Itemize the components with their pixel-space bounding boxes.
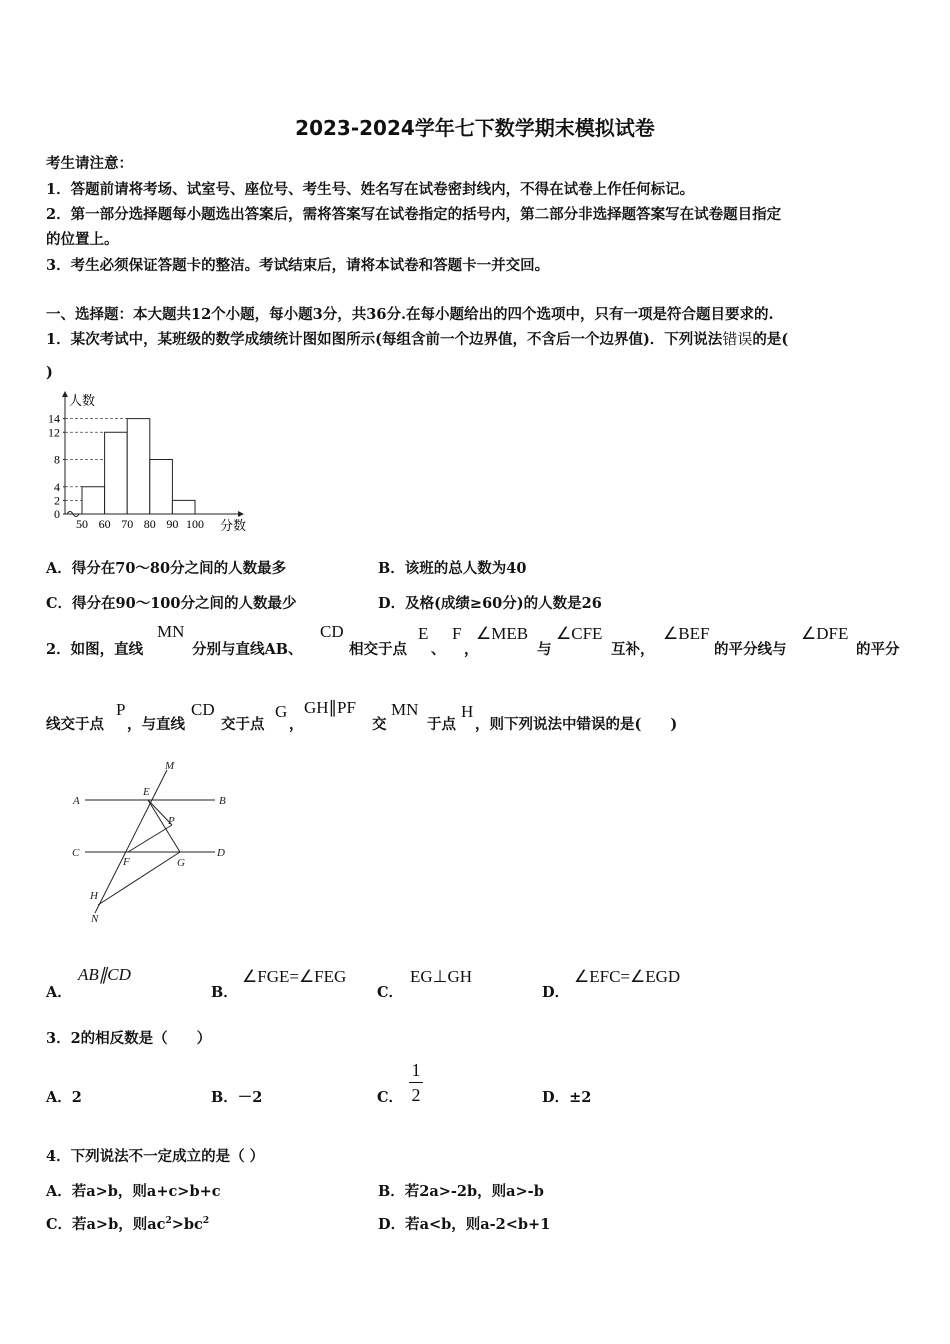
label-p: P [168,815,175,827]
q1-histogram [40,385,260,540]
q2-point-p: P [116,700,126,719]
label-g: G [177,857,185,869]
histogram-bar [82,487,105,514]
q2-option-a[interactable]: AB∥CD [78,965,131,984]
q4-option-c-pre: C．若a>b，则ac [46,1216,166,1233]
q2-angle-meb: ∠MEB [476,624,529,643]
histogram-bar [105,432,128,514]
q2-sep: 、 [431,641,446,658]
x-tick-label: 80 [143,517,156,531]
q4-option-c[interactable] [46,1213,209,1234]
q1-stem-text: 1．某次考试中，某班级的数学成绩统计图如图所示(每组含前一个边界值，不含后一个边界值)．下列说法 [46,331,723,348]
q2-part-2: 分别与直线AB、 [192,641,303,658]
label-b: B [219,795,226,807]
x-tick-label: 50 [76,517,88,531]
q2-point-f: F [452,624,462,643]
q1-option-c[interactable]: C．得分在90～100分之间的人数最少 [46,595,297,612]
x-tick-label: 60 [98,517,111,531]
q2-option-a-label[interactable]: A． [46,984,72,1001]
q1-stem-end: 的是( [752,331,789,348]
q3-option-c-fraction[interactable] [406,1060,426,1105]
label-f: F [123,856,130,868]
page-title: 2023-2024学年七下数学期末模拟试卷 [295,116,655,140]
x-tick-label: 90 [166,517,179,531]
line-mn [95,770,167,913]
q2-mn-2: MN [391,700,419,719]
q2-line2-a: 线交于点 [46,716,104,733]
label-m: M [165,760,175,772]
segment-gh [98,852,180,905]
q3-option-b[interactable]: B．－2 [211,1089,263,1106]
histogram-ylabel: 人数 [69,393,96,408]
y-axis-arrow [62,391,68,397]
q4-option-c-sup-1: 2 [165,1216,172,1227]
q1-stem-emphasis: 错误 [722,330,753,348]
q2-point-g: G [275,702,288,721]
q1-option-a[interactable]: A．得分在70～80分之间的人数最多 [46,560,287,577]
y-tick-label: 2 [54,493,60,508]
q2-option-b-label[interactable]: B． [211,984,238,1001]
q2-figure [40,755,250,930]
histogram-y-ticks [48,412,65,521]
y-tick-label: 12 [48,425,60,440]
histogram-bar [127,419,150,514]
q4-option-a[interactable]: A．若a>b，则a+c>b+c [46,1183,221,1200]
notice-item-3: 3．考生必须保证答题卡的整洁。考试结束后，请将本试卷和答题卡一并交回。 [46,257,550,274]
segment-eg [148,800,180,852]
histogram-bar [172,500,195,514]
q3-option-a[interactable]: A．2 [46,1089,82,1106]
q2-line2-c: 交于点 [221,716,265,733]
y-tick-label: 4 [54,479,60,494]
histogram-x-ticks [76,517,204,531]
notice-item-2-cont: 的位置上。 [46,231,119,248]
label-a: A [73,795,80,807]
q2-angle-dfe: ∠DFE [801,624,849,643]
fraction-denominator: 2 [411,1085,421,1105]
q2-point-h: H [461,702,474,721]
q2-part-7: 的平分 [856,641,900,658]
q2-gh-parallel-pf: GH∥PF [304,698,356,717]
q2-comma: ， [464,641,479,658]
q4-option-c-mid: >bc [171,1216,203,1233]
histogram-bar [150,460,173,515]
q2-option-d[interactable]: ∠EFC=∠EGD [574,967,681,986]
q2-line2-d: ， [289,716,304,733]
label-e: E [143,786,150,798]
q3-option-c-label[interactable]: C． [377,1089,404,1106]
q1-stem-cont: ) [46,364,53,381]
fraction-numerator: 1 [411,1060,421,1080]
q1-option-d[interactable]: D．及格(成绩≥60分)的人数是26 [378,595,602,612]
q2-line2-e: 交 [372,716,387,733]
q4-option-d[interactable]: D．若a<b，则a-2<b+1 [378,1216,551,1233]
q2-option-d-label[interactable]: D． [542,984,570,1001]
q2-cd-2: CD [191,700,215,719]
y-tick-label: 0 [54,507,60,521]
q2-point-e: E [418,624,429,643]
q2-option-c[interactable]: EG⊥GH [410,967,473,986]
q2-cd: CD [320,622,344,641]
fraction-bar [409,1082,423,1083]
q2-part-5: 互补， [611,641,655,658]
q2-angle-cfe: ∠CFE [556,624,603,643]
q2-option-c-label[interactable]: C． [377,984,404,1001]
q2-part-6: 的平分线与 [714,641,787,658]
q4-option-b[interactable]: B．若2a>-2b，则a>-b [378,1183,544,1200]
label-d: D [217,847,225,859]
x-axis-arrow [238,511,244,517]
notice-item-2: 2．第一部分选择题每小题选出答案后，需将答案写在试卷指定的括号内，第二部分非选择题答案写在试卷题目指定 [46,206,782,223]
q2-part-4: 与 [537,641,552,658]
q2-option-b[interactable]: ∠FGE=∠FEG [242,967,347,986]
q4-option-c-sup-2: 2 [202,1216,210,1227]
q2-mn: MN [157,622,185,641]
q2-part-3: 相交于点 [349,641,407,658]
q1-stem [46,328,788,349]
section-heading: 一、选择题：本大题共12个小题，每小题3分，共36分.在每小题给出的四个选项中，只有一项是符合题目要求的. [46,306,774,323]
q3-option-d[interactable]: D．±2 [542,1089,592,1106]
q3-stem: 3．2的相反数是（ ） [46,1030,212,1047]
label-h: H [90,890,98,902]
x-tick-label: 70 [121,517,134,531]
q1-option-b[interactable]: B．该班的总人数为40 [378,560,527,577]
y-tick-label: 8 [54,452,60,467]
notice-item-1: 1．答题前请将考场、试室号、座位号、考生号、姓名写在试卷密封线内，不得在试卷上作任何标记。 [46,181,695,198]
y-tick-label: 14 [48,411,60,426]
label-c: C [72,847,80,859]
notice-heading: 考生请注意： [46,155,133,172]
histogram-xlabel: 分数 [220,518,247,533]
q2-line2-g: ，则下列说法中错误的是( ) [475,716,678,733]
q2-line2-b: ，与直线 [127,716,185,733]
q2-angle-bef: ∠BEF [663,624,710,643]
histogram-bars [82,419,195,514]
q2-part-1: 2．如图，直线 [46,641,144,658]
q4-stem: 4．下列说法不一定成立的是（ ） [46,1148,265,1165]
q2-line2-f: 于点 [427,716,456,733]
label-n: N [91,913,99,925]
x-tick-label: 100 [186,517,204,531]
